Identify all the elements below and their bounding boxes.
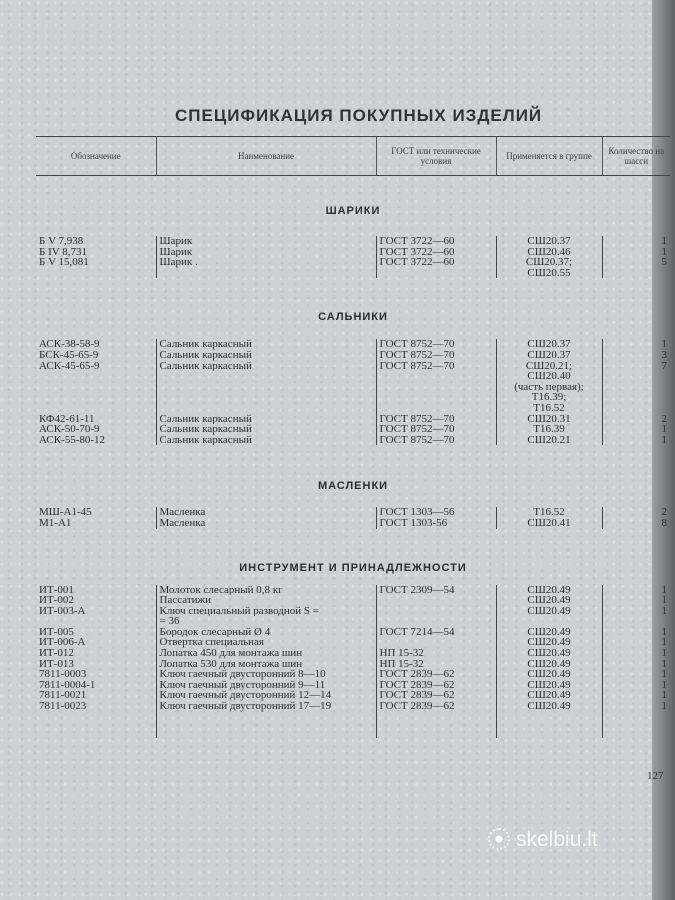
name-cell: Шарик <box>156 236 376 247</box>
designation-cell: АСК-45-65-9 <box>39 360 100 372</box>
watermark-text: skelbiu.lt <box>516 828 598 851</box>
designation-cell: ИТ-006-А <box>39 637 86 649</box>
group-cell: Т16.52 <box>496 507 602 518</box>
filler-cell <box>376 712 496 738</box>
quantity-cell: 1 <box>602 690 670 701</box>
watermark <box>488 828 598 852</box>
spacer-row <box>36 218 670 236</box>
spacer-cell <box>36 324 670 339</box>
spacer-cell <box>36 493 670 507</box>
header-designation: Обозначение <box>36 137 156 176</box>
group-cell: СШ20.49 <box>496 627 602 638</box>
gost-cell: ГОСТ 2839—62 <box>376 690 496 701</box>
gost-cell: ГОСТ 7214—54 <box>376 627 496 638</box>
gost-cell <box>376 637 496 648</box>
table-row <box>36 606 670 617</box>
name-cell: Ключ гаечный двусторонний 9—11 <box>156 680 376 691</box>
header-name: Наименование <box>156 137 376 176</box>
group-cell: СШ20.49 <box>496 690 602 701</box>
group-cell <box>496 616 602 627</box>
spacer-row <box>36 176 670 207</box>
name-cell: Ключ гаечный двусторонний 8—10 <box>156 669 376 680</box>
name-cell: Сальник каркасный <box>156 339 376 350</box>
name-cell: Ключ гаечный двусторонний 12—14 <box>156 690 376 701</box>
quantity-cell: 1 <box>602 585 670 596</box>
table-row <box>36 435 670 446</box>
quantity-cell <box>602 392 670 403</box>
designation-cell <box>36 371 156 382</box>
quantity-cell: 1 <box>602 595 670 606</box>
quantity-cell <box>602 371 670 382</box>
group-cell: СШ20.31 <box>496 414 602 425</box>
group-cell: СШ20.49 <box>496 637 602 648</box>
designation-cell: КФ42-61-11 <box>39 413 95 425</box>
name-cell <box>156 268 376 279</box>
designation-cell: 7811-0021 <box>39 690 87 702</box>
group-cell: СШ20.37; <box>496 257 602 268</box>
table-row <box>36 669 670 680</box>
table-row <box>36 403 670 414</box>
gost-cell: ГОСТ 3722—60 <box>376 247 496 258</box>
group-cell: Т16.39 <box>496 424 602 435</box>
table-row <box>36 382 670 393</box>
name-cell: Сальник каркасный <box>156 435 376 446</box>
gost-cell: НП 15-32 <box>376 659 496 670</box>
quantity-cell: 8 <box>602 518 670 529</box>
spacer-row <box>36 493 670 507</box>
filler-cell <box>496 712 602 738</box>
gost-cell <box>376 371 496 382</box>
quantity-cell <box>602 268 670 279</box>
designation-cell: Б V 15,081 <box>39 257 89 268</box>
gost-cell: ГОСТ 8752—70 <box>376 424 496 435</box>
section-title: ИНСТРУМЕНТ И ПРИНАДЛЕЖНОСТИ <box>239 562 467 574</box>
table-row <box>36 414 670 425</box>
table-row <box>36 392 670 403</box>
name-cell: Сальник каркасный <box>156 361 376 372</box>
gost-cell: ГОСТ 2839—62 <box>376 680 496 691</box>
gost-cell: ГОСТ 2839—62 <box>376 701 496 712</box>
spacer-row <box>36 445 670 481</box>
table-row <box>36 350 670 361</box>
table-row <box>36 268 670 279</box>
designation-cell: ИТ-003-А <box>39 605 86 617</box>
designation-cell <box>36 382 156 393</box>
gost-cell: ГОСТ 8752—70 <box>376 339 496 350</box>
table-row <box>36 371 670 382</box>
gost-cell <box>376 595 496 606</box>
gost-cell: ГОСТ 1303—56 <box>376 507 496 518</box>
group-cell: СШ20.37 <box>496 350 602 361</box>
designation-cell: МШ-А1-45 <box>39 507 92 518</box>
designation-cell: АСК-38-58-9 <box>39 339 100 350</box>
designation-cell <box>36 616 156 627</box>
group-cell: СШ20.41 <box>496 518 602 529</box>
table-row <box>36 680 670 691</box>
watermark-logo-icon <box>488 828 510 850</box>
quantity-cell: 1 <box>602 659 670 670</box>
gost-cell <box>376 392 496 403</box>
quantity-cell: 1 <box>602 606 670 617</box>
group-cell: СШ20.49 <box>496 595 602 606</box>
designation-cell: М1-А1 <box>39 517 72 529</box>
name-cell: Сальник каркасный <box>156 414 376 425</box>
designation-cell <box>36 392 156 403</box>
designation-cell: 7811-0003 <box>39 669 87 680</box>
name-cell: Молоток слесарный 0,8 кг <box>156 585 376 596</box>
filler-cell <box>36 712 156 738</box>
group-cell: СШ20.37 <box>496 339 602 350</box>
spacer-row <box>36 529 670 563</box>
group-cell: СШ20.49 <box>496 659 602 670</box>
table-row <box>36 585 670 596</box>
quantity-cell: 1 <box>602 637 670 648</box>
gost-cell: ГОСТ 2309—54 <box>376 585 496 596</box>
designation-cell: ИТ-002 <box>39 595 74 606</box>
group-cell: (часть первая); <box>496 382 602 393</box>
header-group: Применяется в группе <box>496 137 602 176</box>
gost-cell: ГОСТ 8752—70 <box>376 414 496 425</box>
table-row <box>36 648 670 659</box>
quantity-cell: 1 <box>602 339 670 350</box>
header-quantity: Количество на шасси <box>602 137 670 176</box>
quantity-cell: 1 <box>602 236 670 247</box>
gost-cell: ГОСТ 3722—60 <box>376 257 496 268</box>
name-cell: Лопатка 450 для монтажа шин <box>156 648 376 659</box>
filler-cell <box>156 712 376 738</box>
gost-cell: ГОСТ 8752—70 <box>376 435 496 446</box>
gost-cell: ГОСТ 3722—60 <box>376 236 496 247</box>
designation-cell: Б V 7,938 <box>39 236 84 247</box>
quantity-cell <box>602 382 670 393</box>
gost-cell: НП 15-32 <box>376 648 496 659</box>
name-cell: = 36 <box>156 616 376 627</box>
name-cell: Сальник каркасный <box>156 350 376 361</box>
spacer-cell <box>36 529 670 563</box>
table-row <box>36 616 670 627</box>
table-header-row <box>36 137 670 176</box>
name-cell <box>156 392 376 403</box>
section-title-row <box>36 312 670 324</box>
designation-cell: ИТ-001 <box>39 584 74 596</box>
table-row <box>36 637 670 648</box>
gost-cell <box>376 616 496 627</box>
name-cell: Ключ гаечный двусторонний 17—19 <box>156 701 376 712</box>
spacer-cell <box>36 278 670 312</box>
spacer-cell <box>36 445 670 481</box>
spacer-cell <box>36 176 670 207</box>
designation-cell <box>36 268 156 279</box>
designation-cell: АСК-50-70-9 <box>39 424 100 435</box>
quantity-cell: 1 <box>602 627 670 638</box>
gost-cell: ГОСТ 1303-56 <box>376 518 496 529</box>
filler-row <box>36 712 670 738</box>
spacer-row <box>36 324 670 339</box>
table-row <box>36 424 670 435</box>
designation-cell: 7811-0023 <box>39 701 87 712</box>
gost-cell: ГОСТ 8752—70 <box>376 350 496 361</box>
quantity-cell: 2 <box>602 414 670 425</box>
section-title-row <box>36 563 670 575</box>
name-cell: Ключ специальный разводной S = <box>156 606 376 617</box>
group-cell: СШ20.37 <box>496 236 602 247</box>
group-cell: СШ20.49 <box>496 648 602 659</box>
designation-cell: Б IV 8,731 <box>39 246 87 258</box>
group-cell: СШ20.46 <box>496 247 602 258</box>
quantity-cell: 1 <box>602 648 670 659</box>
table-row <box>36 518 670 529</box>
table-row <box>36 339 670 350</box>
group-cell: СШ20.49 <box>496 680 602 691</box>
section-title-row <box>36 481 670 493</box>
page-title: СПЕЦИФИКАЦИЯ ПОКУПНЫХ ИЗДЕЛИЙ <box>175 106 543 125</box>
table-row <box>36 361 670 372</box>
designation-cell: ИТ-012 <box>39 648 74 659</box>
section-title: МАСЛЕНКИ <box>317 481 389 493</box>
table-body <box>36 176 670 738</box>
name-cell <box>156 371 376 382</box>
spacer-row <box>36 575 670 585</box>
page-number: 127 <box>647 770 664 782</box>
gost-cell <box>376 268 496 279</box>
name-cell: Отвертка специальная <box>156 637 376 648</box>
header-gost: ГОСТ или технические условия <box>376 137 496 176</box>
name-cell: Лопатка 530 для монтажа шин <box>156 659 376 670</box>
group-cell: СШ20.49 <box>496 585 602 596</box>
group-cell: Т16.39; <box>496 392 602 403</box>
group-cell: СШ20.21 <box>496 435 602 446</box>
specification-table <box>36 136 670 738</box>
table-row <box>36 236 670 247</box>
group-cell: СШ20.55 <box>496 268 602 279</box>
name-cell: Масленка <box>156 518 376 529</box>
quantity-cell: 7 <box>602 361 670 372</box>
quantity-cell: 1 <box>602 701 670 712</box>
section-title: ШАРИКИ <box>325 206 381 217</box>
name-cell: Сальник каркасный <box>156 424 376 435</box>
quantity-cell: 2 <box>602 507 670 518</box>
quantity-cell: 3 <box>602 350 670 361</box>
table-row <box>36 257 670 268</box>
quantity-cell <box>602 616 670 627</box>
section-title-row <box>36 206 670 218</box>
name-cell: Шарик . <box>156 257 376 268</box>
designation-cell: ИТ-005 <box>39 626 74 638</box>
table-row <box>36 507 670 518</box>
table-row <box>36 595 670 606</box>
group-cell: СШ20.49 <box>496 669 602 680</box>
quantity-cell: 1 <box>602 424 670 435</box>
designation-cell <box>36 403 156 414</box>
spacer-row <box>36 278 670 312</box>
gost-cell <box>376 606 496 617</box>
spacer-cell <box>36 575 670 585</box>
filler-cell <box>602 712 670 738</box>
name-cell <box>156 382 376 393</box>
gost-cell <box>376 403 496 414</box>
designation-cell: ИТ-013 <box>39 658 74 670</box>
quantity-cell: 1 <box>602 669 670 680</box>
table-row <box>36 627 670 638</box>
name-cell: Пассатижи <box>156 595 376 606</box>
table-row <box>36 659 670 670</box>
gost-cell <box>376 382 496 393</box>
group-cell: СШ20.21; <box>496 361 602 372</box>
group-cell: СШ20.49 <box>496 606 602 617</box>
name-cell: Шарик <box>156 247 376 258</box>
quantity-cell: 1 <box>602 247 670 258</box>
quantity-cell: 1 <box>602 435 670 446</box>
quantity-cell: 5 <box>602 257 670 268</box>
table-row <box>36 690 670 701</box>
table-row <box>36 247 670 258</box>
gost-cell: ГОСТ 8752—70 <box>376 361 496 372</box>
designation-cell: АСК-55-80-12 <box>39 434 106 446</box>
name-cell: Бородок слесарный Ø 4 <box>156 627 376 638</box>
name-cell <box>156 403 376 414</box>
name-cell: Масленка <box>156 507 376 518</box>
gost-cell: ГОСТ 2839—62 <box>376 669 496 680</box>
group-cell: Т16.52 <box>496 403 602 414</box>
quantity-cell <box>602 403 670 414</box>
group-cell: СШ20.40 <box>496 371 602 382</box>
group-cell: СШ20.49 <box>496 701 602 712</box>
quantity-cell: 1 <box>602 680 670 691</box>
section-title: САЛЬНИКИ <box>318 312 388 324</box>
designation-cell: 7811-0004-1 <box>39 679 96 691</box>
table-row <box>36 701 670 712</box>
designation-cell: БСК-45-65-9 <box>39 349 99 361</box>
spacer-cell <box>36 218 670 236</box>
